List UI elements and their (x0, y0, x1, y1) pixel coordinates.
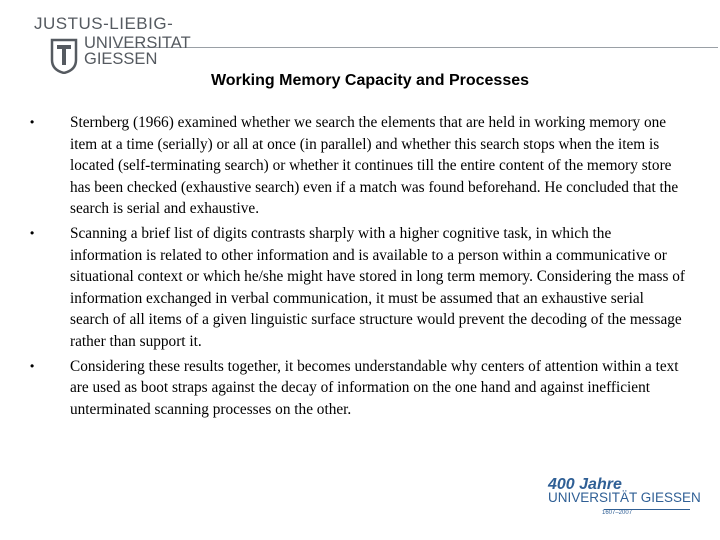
list-item (30, 223, 686, 353)
list-item (30, 356, 686, 421)
list-item (30, 112, 686, 220)
anniversary-university: UNIVERSITÄT GIESSEN (548, 490, 701, 505)
university-t-emblem-icon (50, 38, 78, 74)
header-rule (114, 47, 718, 48)
bullet-text: Sternberg (1966) examined whether we search the elements that are held in working memory one item at a time (serially) or all at once (in parallel) and whether this search stops when the item is located (self-terminating search) or whether it continues till the entire content of the memory store has been checked (exhaustive search) even if a match was found beforehand. He concluded that the search is serial and exhaustive. (70, 114, 679, 218)
bullet-text: Considering these results together, it becomes understandable why centers of attention within a text are used as boot straps against the decay of information on the one hand and against inefficient unterminated scanning processes on the other. (70, 357, 679, 418)
university-name-line1: JUSTUS-LIEBIG- (34, 14, 174, 33)
anniversary-span: 1607–2007 (602, 510, 633, 516)
bullet-list (30, 112, 686, 420)
university-name-block (84, 35, 191, 67)
anniversary-years: 400 Jahre (548, 476, 622, 493)
page-title: Working Memory Capacity and Processes (210, 72, 530, 89)
bullet-text: Scanning a brief list of digits contrasts sharply with a higher cognitive task, in which the information is related to other information and is available to a person within a communicative or situational context or which he/she might have stored in long term memory. Considering the mass of information exchanged in verbal communication, it must be assumed that an exhaustive serial search of all items of a given linguistic surface structure would prevent the decoding of the message rather than support it. (70, 224, 686, 350)
bullet-icon: • (30, 115, 35, 129)
slide-content (30, 112, 686, 423)
university-name-line3: GIESSEN (84, 50, 158, 68)
university-name-line2: UNIVERSITAT (84, 34, 191, 52)
anniversary-badge (548, 476, 701, 524)
bullet-icon: • (30, 225, 35, 240)
bullet-icon: • (30, 358, 35, 373)
university-logo (34, 14, 334, 76)
